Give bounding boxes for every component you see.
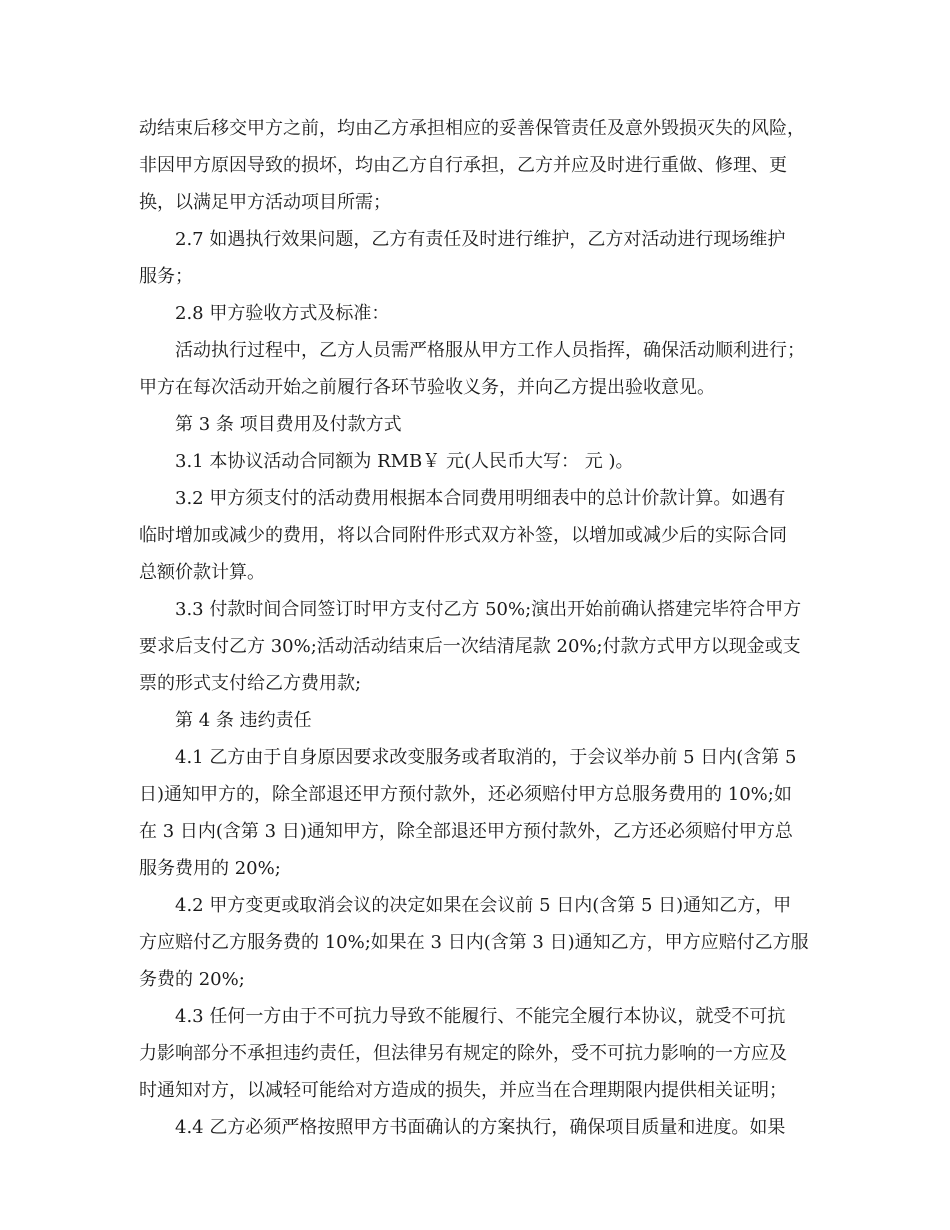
text-line: 4.3 任何一方由于不可抗力导致不能履行、不能完全履行本协议，就受不可抗 [175, 1006, 786, 1027]
text-line: 换，以满足甲方活动项目所需； [139, 192, 391, 213]
text-line: 3.3 付款时间合同签订时甲方支付乙方 50%;演出开始前确认搭建完毕符合甲方 [175, 599, 802, 620]
text-line: 临时增加或减少的费用，将以合同附件形式双方补签，以增加或减少后的实际合同 [139, 525, 787, 546]
text-line: 3.1 本协议活动合同额为 RMB￥ 元(人民币大写： 元 )。 [175, 451, 634, 472]
text-line: 2.8 甲方验收方式及标准： [175, 303, 390, 324]
text-line: 票的形式支付给乙方费用款; [139, 673, 362, 694]
text-line: 力影响部分不承担违约责任，但法律另有规定的除外，受不可抗力影响的一方应及 [139, 1043, 787, 1064]
text-line: 活动执行过程中，乙方人员需严格服从甲方工作人员指挥，确保活动顺利进行； [175, 340, 805, 361]
text-line: 动结束后移交甲方之前，均由乙方承担相应的妥善保管责任及意外毁损灭失的风险， [139, 118, 805, 139]
section-heading: 第 4 条 违约责任 [175, 710, 312, 731]
text-line: 4.2 甲方变更或取消会议的决定如果在会议前 5 日内(含第 5 日)通知乙方，甲 [175, 895, 792, 916]
text-line: 3.2 甲方须支付的活动费用根据本合同费用明细表中的总计价款计算。如遇有 [175, 488, 786, 509]
text-line: 2.7 如遇执行效果问题，乙方有责任及时进行维护，乙方对活动进行现场维护 [175, 229, 786, 250]
text-line: 服务； [139, 266, 193, 287]
text-line: 4.4 乙方必须严格按照甲方书面确认的方案执行，确保项目质量和进度。如果 [175, 1117, 786, 1138]
text-line: 务费的 20%; [139, 969, 245, 990]
text-line: 甲方在每次活动开始之前履行各环节验收义务，并向乙方提出验收意见。 [139, 377, 715, 398]
text-line: 在 3 日内(含第 3 日)通知甲方，除全部退还甲方预付款外，乙方还必须赔付甲方总 [139, 821, 793, 842]
text-line: 时通知对方，以减轻可能给对方造成的损失，并应当在合理期限内提供相关证明； [139, 1080, 787, 1101]
text-line: 要求后支付乙方 30%;活动活动结束后一次结清尾款 20%;付款方式甲方以现金或支 [139, 636, 801, 657]
text-line: 服务费用的 20%; [139, 858, 281, 879]
text-line: 日)通知甲方的，除全部退还甲方预付款外，还必须赔付甲方总服务费用的 10%;如 [139, 784, 792, 805]
text-line: 4.1 乙方由于自身原因要求改变服务或者取消的，于会议举办前 5 日内(含第 5 [175, 747, 797, 768]
text-line: 非因甲方原因导致的损坏，均由乙方自行承担，乙方并应及时进行重做、修理、更 [139, 155, 787, 176]
section-heading: 第 3 条 项目费用及付款方式 [175, 414, 402, 435]
text-line: 方应赔付乙方服务费的 10%;如果在 3 日内(含第 3 日)通知乙方，甲方应赔付乙方服 [139, 932, 809, 953]
text-line: 总额价款计算。 [139, 562, 265, 583]
